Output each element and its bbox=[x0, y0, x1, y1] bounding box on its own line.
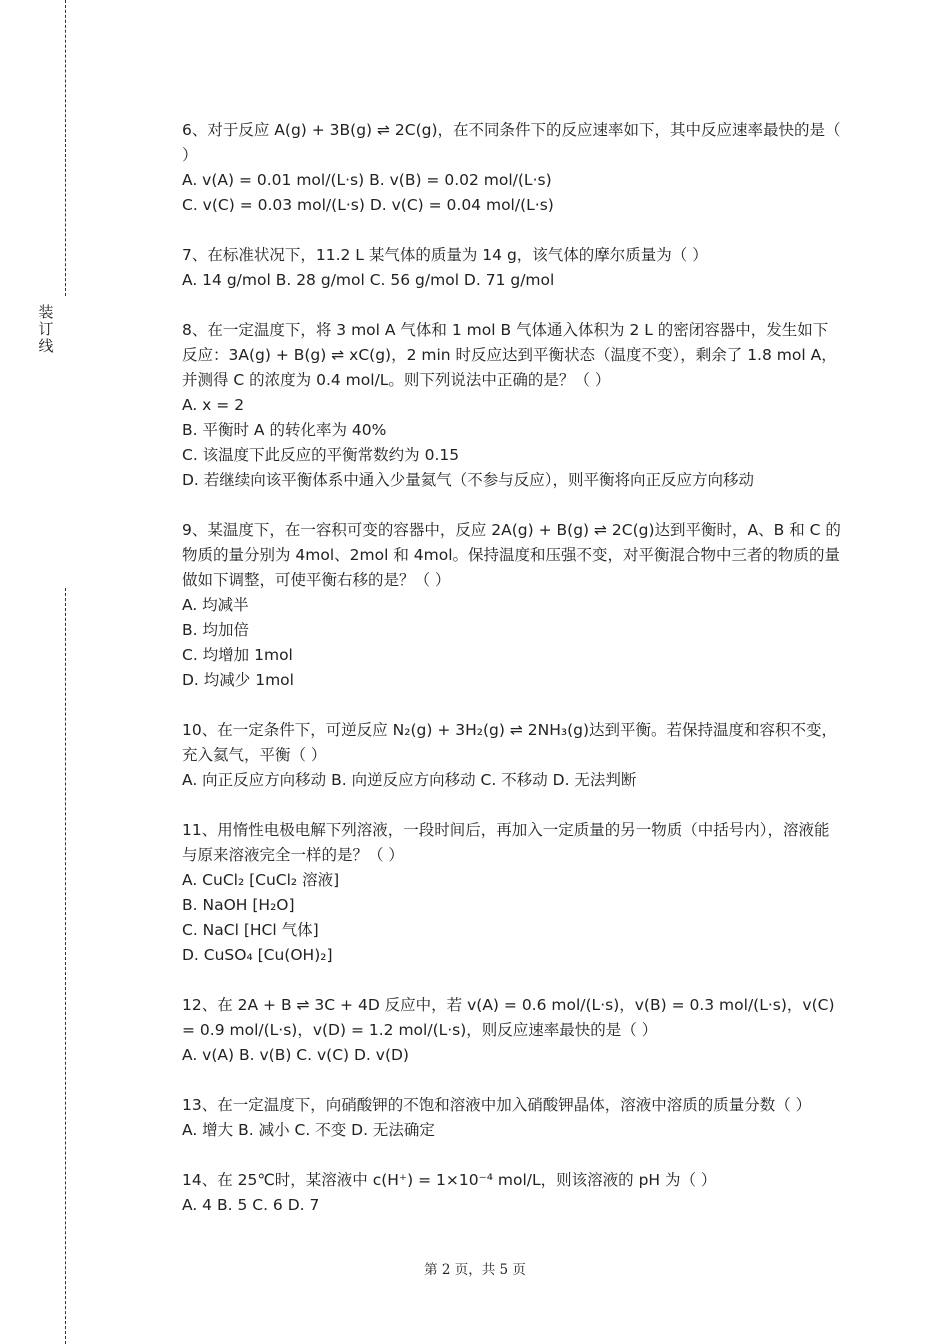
question-14 bbox=[182, 1168, 842, 1218]
question-10 bbox=[182, 718, 842, 793]
question-8 bbox=[182, 318, 842, 493]
question-list bbox=[182, 118, 842, 1243]
binding-dashed-line-top bbox=[65, 0, 66, 296]
option-c: C. 该温度下此反应的平衡常数约为 0.15 bbox=[182, 446, 460, 464]
option-a: A. x = 2 bbox=[182, 396, 245, 414]
binding-label-char: 装 bbox=[38, 303, 54, 321]
question-options: C. v(C) = 0.03 mol/(L·s) D. v(C) = 0.04 mol/(L·s) bbox=[182, 196, 554, 214]
option-d: D. 若继续向该平衡体系中通入少量氦气（不参与反应），则平衡将向正反应方向移动 bbox=[182, 471, 755, 489]
question-12 bbox=[182, 993, 842, 1068]
question-stem: 6、对于反应 A(g) + 3B(g) ⇌ 2C(g)，在不同条件下的反应速率如下，其中反应速率最快的是（ ） bbox=[182, 121, 841, 164]
question-stem: 10、在一定条件下，可逆反应 N₂(g) + 3H₂(g) ⇌ 2NH₃(g)达到平衡。若保持温度和容积不变，充入氦气，平衡（ ） bbox=[182, 721, 837, 764]
option-a: A. CuCl₂ [CuCl₂ 溶液] bbox=[182, 871, 340, 889]
page-number-footer: 第 2 页，共 5 页 bbox=[424, 1262, 526, 1278]
question-6 bbox=[182, 118, 842, 218]
question-options: A. 4 B. 5 C. 6 D. 7 bbox=[182, 1196, 320, 1214]
question-options: A. 向正反应方向移动 B. 向逆反应方向移动 C. 不移动 D. 无法判断 bbox=[182, 771, 637, 789]
question-stem: 14、在 25℃时，某溶液中 c(H⁺) = 1×10⁻⁴ mol/L，则该溶液的 pH 为（ ） bbox=[182, 1171, 717, 1189]
binding-label bbox=[37, 304, 55, 355]
option-d: D. 均减少 1mol bbox=[182, 671, 294, 689]
option-c: C. NaCl [HCl 气体] bbox=[182, 921, 319, 939]
question-options: A. 14 g/mol B. 28 g/mol C. 56 g/mol D. 71 g/mol bbox=[182, 271, 555, 289]
question-stem: 7、在标准状况下，11.2 L 某气体的质量为 14 g，该气体的摩尔质量为（ ） bbox=[182, 246, 708, 264]
question-13 bbox=[182, 1093, 842, 1143]
option-c: C. 均增加 1mol bbox=[182, 646, 293, 664]
question-9 bbox=[182, 518, 842, 693]
option-b: B. 均加倍 bbox=[182, 621, 249, 639]
question-stem: 11、用惰性电极电解下列溶液，一段时间后，再加入一定质量的另一物质（中括号内），溶液能与原来溶液完全一样的是？（ ） bbox=[182, 821, 830, 864]
option-d: D. CuSO₄ [Cu(OH)₂] bbox=[182, 946, 333, 964]
question-11 bbox=[182, 818, 842, 968]
binding-dashed-line-bottom bbox=[65, 588, 66, 1344]
question-options: A. v(A) = 0.01 mol/(L·s) B. v(B) = 0.02 mol/(L·s) bbox=[182, 171, 552, 189]
binding-label-char: 订 bbox=[38, 320, 54, 338]
question-7 bbox=[182, 243, 842, 293]
question-stem: 12、在 2A + B ⇌ 3C + 4D 反应中，若 v(A) = 0.6 mol/(L·s)，v(B) = 0.3 mol/(L·s)，v(C) = 0.9 mol/(L·s)，v(D) = 1.2 mol/(L·s)，则反应速率最快的是（ ） bbox=[182, 996, 835, 1039]
option-a: A. 均减半 bbox=[182, 596, 249, 614]
question-stem: 8、在一定温度下，将 3 mol A 气体和 1 mol B 气体通入体积为 2 L 的密闭容器中，发生如下反应：3A(g) + B(g) ⇌ xC(g)，2 min 时反应达到平衡状态（温度不变），剩余了 1.8 mol A，并测得 C 的浓度为 0.4 mol/L。则下列说法中正确的是？（ ） bbox=[182, 321, 837, 389]
binding-label-char: 线 bbox=[38, 337, 54, 355]
option-b: B. NaOH [H₂O] bbox=[182, 896, 295, 914]
question-stem: 9、某温度下，在一容积可变的容器中，反应 2A(g) + B(g) ⇌ 2C(g)达到平衡时，A、B 和 C 的物质的量分别为 4mol、2mol 和 4mol。保持温度和压强不变，对平衡混合物中三者的物质的量做如下调整，可使平衡右移的是？（ ） bbox=[182, 521, 841, 589]
question-stem: 13、在一定温度下，向硝酸钾的不饱和溶液中加入硝酸钾晶体，溶液中溶质的质量分数（ ） bbox=[182, 1096, 812, 1114]
question-options: A. 增大 B. 减小 C. 不变 D. 无法确定 bbox=[182, 1121, 435, 1139]
question-options: A. v(A) B. v(B) C. v(C) D. v(D) bbox=[182, 1046, 409, 1064]
option-b: B. 平衡时 A 的转化率为 40% bbox=[182, 421, 387, 439]
